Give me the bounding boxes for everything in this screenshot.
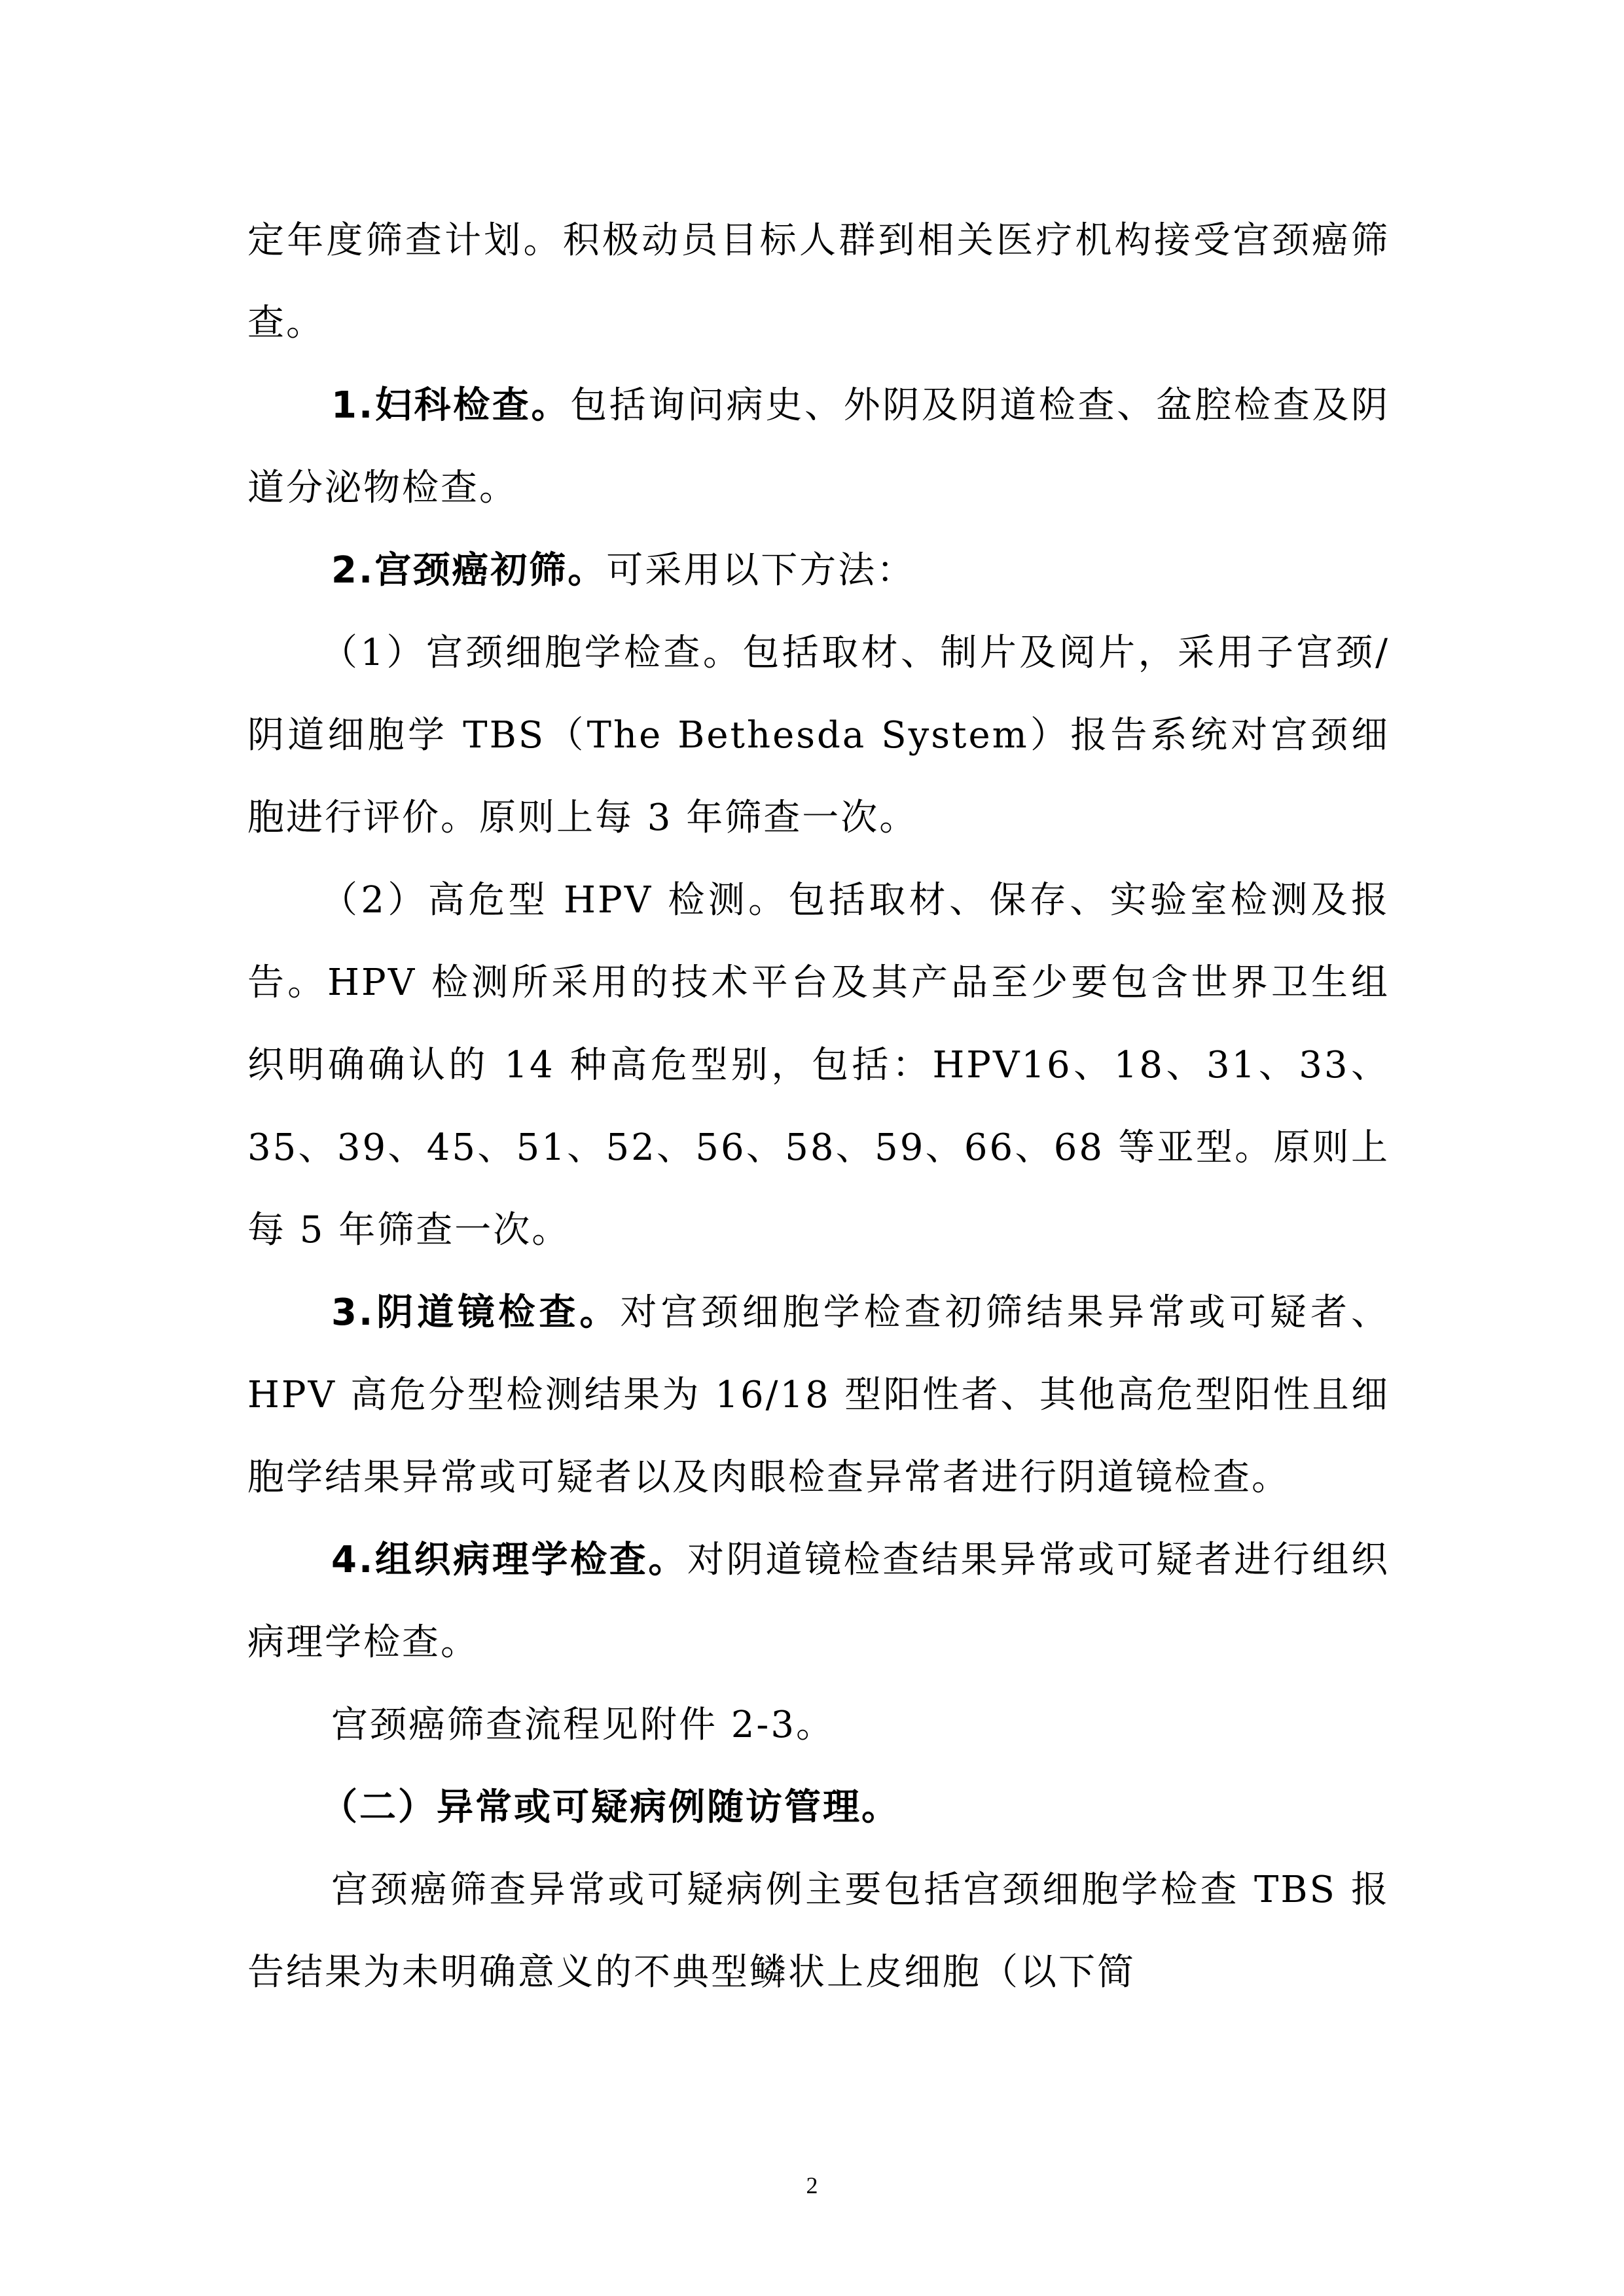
paragraph-text: 定年度筛查计划。积极动员目标人群到相关医疗机构接受宫颈癌筛查。 (247, 219, 1390, 344)
paragraph-text: 可采用以下方法： (606, 549, 916, 592)
section-heading-text: （二）异常或可疑病例随访管理。 (321, 1786, 900, 1829)
paragraph-heading: 1.妇科检查。 (331, 384, 571, 427)
paragraph-text: 宫颈癌筛查流程见附件 2-3。 (331, 1704, 835, 1746)
paragraph-continuation (247, 200, 1390, 365)
paragraph-text: （2）高危型 HPV 检测。包括取材、保存、实验室检测及报告。HPV 检测所采用的技术平台及其产品至少要包含世界卫生组织明确确认的 14 种高危型别，包括：HPV16、18、31、33、35、39、45、51、52、56、58、59、66、68 等亚型。原则上每 5 年筛查一次。 (247, 879, 1390, 1251)
paragraph-heading: 4.组织病理学检查。 (331, 1539, 688, 1581)
page-number: 2 (806, 2172, 818, 2198)
paragraph-gynecologic-exam (247, 365, 1390, 529)
paragraph-abnormal-cases (247, 1849, 1390, 2014)
paragraph-colposcopy (247, 1272, 1390, 1519)
paragraph-text: 对阴道镜检查结果异常或可疑者进行组织病理学检查。 (247, 1539, 1390, 1664)
paragraph-heading: 2.宫颈癌初筛。 (331, 549, 607, 592)
paragraph-text: （1）宫颈细胞学检查。包括取材、制片及阅片，采用子宫颈/阴道细胞学 TBS（The Bethesda System）报告系统对宫颈细胞进行评价。原则上每 3 年筛查一次。 (247, 632, 1390, 839)
paragraph-histopathology (247, 1519, 1390, 1684)
paragraph-text: 宫颈癌筛查异常或可疑病例主要包括宫颈细胞学检查 TBS 报告结果为未明确意义的不典型鳞状上皮细胞（以下简 (247, 1869, 1390, 1994)
paragraph-text: 包括询问病史、外阴及阴道检查、盆腔检查及阴道分泌物检查。 (247, 384, 1390, 509)
document-body (247, 200, 1390, 2014)
paragraph-text: 对宫颈细胞学检查初筛结果异常或可疑者、HPV 高危分型检测结果为 16/18 型阳性者、其他高危型阳性且细胞学结果异常或可疑者以及肉眼检查异常者进行阴道镜检查。 (247, 1291, 1390, 1499)
paragraph-cytology (247, 612, 1390, 859)
section-heading (247, 1767, 1390, 1849)
paragraph-initial-screening (247, 529, 1390, 612)
paragraph-hpv-test (247, 859, 1390, 1272)
paragraph-flow-reference (247, 1684, 1390, 1767)
paragraph-heading: 3.阴道镜检查。 (331, 1291, 621, 1334)
